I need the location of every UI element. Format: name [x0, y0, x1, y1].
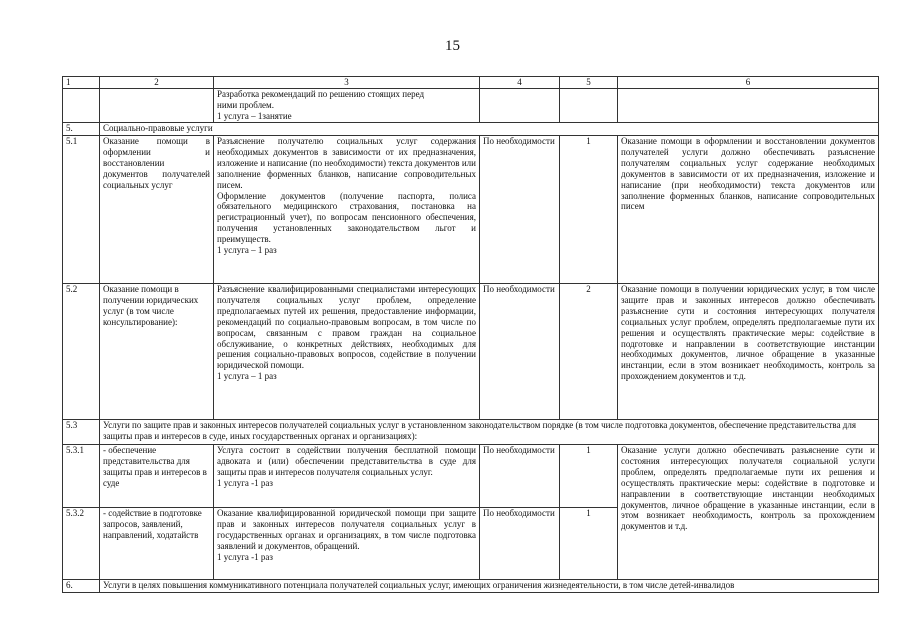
description-paragraph: 1 услуга -1 раз: [217, 551, 273, 562]
service-number: 5.2: [63, 284, 100, 420]
service-name: Оказание помощи в оформлении и восстановлении документов получателей социальных услуг: [100, 136, 214, 284]
service-period: По необходимости: [480, 284, 560, 420]
service-quantity: 1: [560, 508, 618, 580]
service-description: [214, 508, 480, 580]
service-quantity: 2: [560, 284, 618, 420]
continuation-row: [63, 89, 879, 123]
section-number: 6.: [63, 580, 100, 593]
section-number: 5.: [63, 123, 100, 136]
description-paragraph: Оформление документов (получение паспорта, полиса обязательного медицинского страхования, постановка на регистрационный учет), по вопросам пенсионного обеспечения, получения установленных законодательством льгот и преимуществ.: [217, 190, 476, 245]
description-paragraph: Оказание квалифицированной юридической помощи при защите прав и законных интересов получателя социальных услуг в государственных органах и организациях, в том числе подготовка заявлений и документов, обращений.: [217, 508, 476, 551]
quality-criteria: Оказание услуги должно обеспечивать разъяснение сути и состояния интересующих получателя социальной услуги проблем, определять предполагаемые пути их решения и осуществлять практические меры: содействие в подготовке и направлении в соответствующие инстанции необходимых документов, личное обращение в указанные инстанции, если в этом возникает необходимость, контроль за прохождением документов и т.д.: [618, 445, 879, 580]
service-description: [214, 445, 480, 508]
service-number: 5.1: [63, 136, 100, 284]
services-table: [62, 76, 879, 593]
column-header: 1: [63, 77, 100, 89]
section-title: Услуги в целях повышения коммуникативного потенциала получателей социальных услуг, имеющих ограничения жизнедеятельности, в том числе детей-инвалидов: [100, 580, 879, 593]
service-quantity: 1: [560, 445, 618, 508]
service-number: 5.3.1: [63, 445, 100, 508]
quality-criteria: Оказание помощи в получении юридических услуг, в том числе защите прав и законных интересов должно обеспечивать разъяснение сути и состояния интересующих получателя социальных услуг проблем, определять предполагаемые пути их решения и осуществлять практические меры: содействие в подготовке и направлении в соответствующие инстанции необходимых документов, личное обращение в указанные инстанции, если в этом возникает необходимость, контроль за прохождением документов и т.д.: [618, 284, 879, 420]
cell-name: [100, 89, 214, 123]
section-title: Социально-правовые услуги: [100, 123, 879, 136]
description-line: 1 услуга – 1занятие: [217, 110, 292, 121]
service-name: Оказание помощи в получении юридических услуг (в том числе консультирование):: [100, 284, 214, 420]
description-paragraph: 1 услуга – 1 раз: [217, 245, 277, 256]
table-row: [63, 284, 879, 420]
table-row: [63, 136, 879, 284]
description-paragraph: 1 услуга -1 раз: [217, 477, 273, 488]
description-paragraph: Разъяснение получателю социальных услуг содержания необходимых документов в зависимости от их предназначения, изложение и написание (по необходимости) текста документов или заполнение форменных бланков, написание сопроводительных писем.: [217, 136, 476, 190]
subsection-row: [63, 420, 879, 445]
service-name: - содействие в подготовке запросов, заявлений, направлений, ходатайств: [100, 508, 214, 580]
column-number-row: [63, 77, 879, 89]
service-description: [214, 136, 480, 284]
service-name: - обеспечение представительства для защиты прав и интересов в суде: [100, 445, 214, 508]
section-number: 5.3: [63, 420, 100, 445]
column-header: 3: [214, 77, 480, 89]
service-period: По необходимости: [480, 508, 560, 580]
section-row: [63, 580, 879, 593]
section-title: Услуги по защите прав и законных интересов получателей социальных услуг в установленном законодательством порядке (в том числе подготовка документов, обеспечение представительства для защиты прав и интересов в суде, иных государственных органах и организациях):: [100, 420, 879, 445]
description-paragraph: Разъяснение квалифицированными специалистами интересующих получателя социальных услуг проблем, определение предполагаемых путей их решения, предоставление информации, рекомендаций по социально-правовым вопросам, в том числе по вопросам, связанным с правом граждан на социальное обслуживание, о конкретных действиях, необходимых для решения социально-правовых вопросов, содействие в получении юридической помощи.: [217, 284, 476, 371]
column-header: 5: [560, 77, 618, 89]
section-row: [63, 123, 879, 136]
page-number: 15: [445, 38, 460, 54]
description-line: ними проблем.: [217, 99, 274, 110]
cell-period: [480, 89, 560, 123]
description-paragraph: 1 услуга – 1 раз: [217, 371, 277, 382]
cell-qty: [560, 89, 618, 123]
description-paragraph: Услуга состоит в содействии получения бесплатной помощи адвоката и (или) обеспечении представительства в суде для защиты прав и интересов получателя социальных услуг.: [217, 445, 476, 477]
column-header: 4: [480, 77, 560, 89]
service-number: 5.3.2: [63, 508, 100, 580]
column-header: 2: [100, 77, 214, 89]
column-header: 6: [618, 77, 879, 89]
quality-criteria: Оказание помощи в оформлении и восстановлении документов получателей услуги должно обеспечивать разъяснение получателям социальных услуг содержание необходимых документов в зависимости от их предназначения, изложение и написание (при необходимости) текста документов или заполнение форменных бланков, написание сопроводительных писем: [618, 136, 879, 284]
service-description: [214, 284, 480, 420]
description-line: Разработка рекомендаций по решению стоящих перед: [217, 89, 425, 99]
service-period: По необходимости: [480, 445, 560, 508]
cell-description: [214, 89, 480, 123]
cell-criteria: [618, 89, 879, 123]
service-quantity: 1: [560, 136, 618, 284]
table-row: [63, 445, 879, 508]
service-period: По необходимости: [480, 136, 560, 284]
cell-num: [63, 89, 100, 123]
